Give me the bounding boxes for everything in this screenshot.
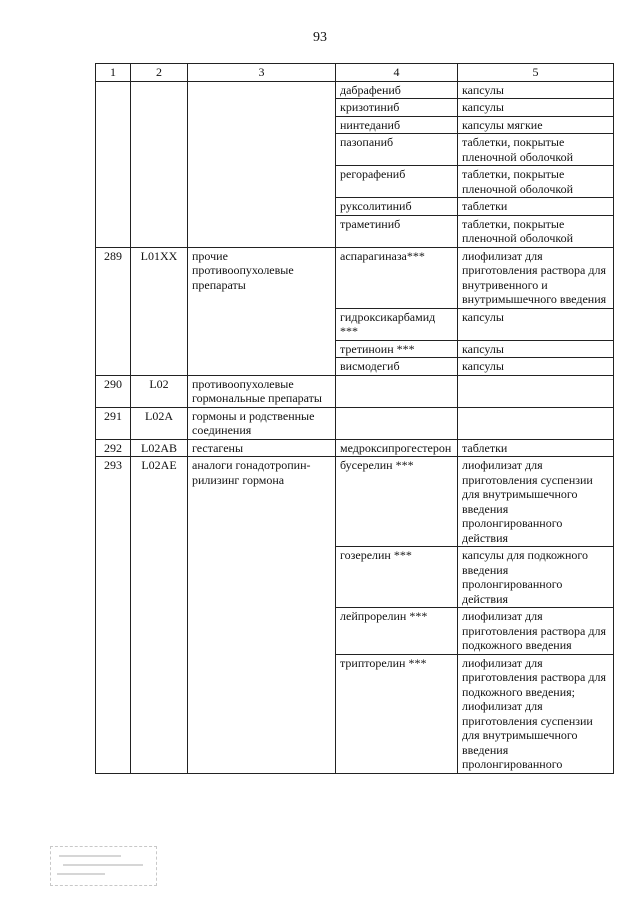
row-number-cell bbox=[96, 81, 131, 247]
atc-code-cell: L02AE bbox=[131, 457, 188, 774]
atc-code-cell: L02 bbox=[131, 375, 188, 407]
atc-code-cell bbox=[131, 81, 188, 247]
dosage-form-cell: капсулы bbox=[458, 99, 614, 117]
group-name-cell: противоопухолевые гормональные препараты bbox=[188, 375, 336, 407]
row-number-cell: 289 bbox=[96, 247, 131, 375]
drug-name-cell: нинтеданиб bbox=[336, 116, 458, 134]
column-header: 1 bbox=[96, 64, 131, 82]
table-row bbox=[96, 375, 614, 407]
column-header: 4 bbox=[336, 64, 458, 82]
drug-name-cell: регорафениб bbox=[336, 166, 458, 198]
group-name-cell bbox=[188, 81, 336, 247]
row-number-cell: 292 bbox=[96, 439, 131, 457]
dosage-form-cell: капсулы мягкие bbox=[458, 116, 614, 134]
dosage-form-cell bbox=[458, 407, 614, 439]
dosage-form-cell: таблетки, покрытые пленочной оболочкой bbox=[458, 134, 614, 166]
dosage-form-cell: капсулы bbox=[458, 308, 614, 340]
row-number-cell: 293 bbox=[96, 457, 131, 774]
row-number-cell: 291 bbox=[96, 407, 131, 439]
drug-name-cell: трипторелин *** bbox=[336, 654, 458, 773]
group-name-cell: прочие противоопухолевые препараты bbox=[188, 247, 336, 375]
table-row bbox=[96, 81, 614, 99]
table-row bbox=[96, 457, 614, 547]
dosage-form-cell: капсулы bbox=[458, 340, 614, 358]
dosage-form-cell: капсулы bbox=[458, 358, 614, 376]
drug-name-cell: аспарагиназа*** bbox=[336, 247, 458, 308]
drug-name-cell: гидроксикарбамид *** bbox=[336, 308, 458, 340]
drug-name-cell bbox=[336, 407, 458, 439]
drug-name-cell bbox=[336, 375, 458, 407]
drug-name-cell: третиноин *** bbox=[336, 340, 458, 358]
drug-name-cell: висмодегиб bbox=[336, 358, 458, 376]
group-name-cell: гормоны и родственные соединения bbox=[188, 407, 336, 439]
dosage-form-cell: лиофилизат для приготовления суспензии для внутримышечного введения пролонгированного действия bbox=[458, 457, 614, 547]
dosage-form-cell: таблетки, покрытые пленочной оболочкой bbox=[458, 215, 614, 247]
dosage-form-cell bbox=[458, 375, 614, 407]
drug-name-cell: кризотиниб bbox=[336, 99, 458, 117]
drug-name-cell: гозерелин *** bbox=[336, 547, 458, 608]
drug-name-cell: медроксипрогестерон bbox=[336, 439, 458, 457]
table-row bbox=[96, 247, 614, 308]
drug-name-cell: пазопаниб bbox=[336, 134, 458, 166]
dosage-form-cell: таблетки bbox=[458, 198, 614, 216]
dosage-form-cell: лиофилизат для приготовления раствора для подкожного введения; лиофилизат для приготовления суспензии для внутримышечного введения пролонгированного bbox=[458, 654, 614, 773]
atc-code-cell: L02A bbox=[131, 407, 188, 439]
faint-stamp bbox=[50, 846, 157, 886]
column-header: 3 bbox=[188, 64, 336, 82]
column-header: 2 bbox=[131, 64, 188, 82]
drug-name-cell: дабрафениб bbox=[336, 81, 458, 99]
drug-name-cell: руксолитиниб bbox=[336, 198, 458, 216]
column-header: 5 bbox=[458, 64, 614, 82]
group-name-cell: гестагены bbox=[188, 439, 336, 457]
dosage-form-cell: таблетки, покрытые пленочной оболочкой bbox=[458, 166, 614, 198]
dosage-form-cell: лиофилизат для приготовления раствора для подкожного введения bbox=[458, 608, 614, 655]
dosage-form-cell: лиофилизат для приготовления раствора для внутривенного и внутримышечного введения bbox=[458, 247, 614, 308]
dosage-form-cell: таблетки bbox=[458, 439, 614, 457]
atc-code-cell: L01XX bbox=[131, 247, 188, 375]
row-number-cell: 290 bbox=[96, 375, 131, 407]
table-header-row bbox=[96, 64, 614, 82]
dosage-form-cell: капсулы bbox=[458, 81, 614, 99]
atc-code-cell: L02AB bbox=[131, 439, 188, 457]
drug-name-cell: лейпрорелин *** bbox=[336, 608, 458, 655]
drug-list-table bbox=[95, 63, 614, 774]
page-number: 93 bbox=[313, 30, 327, 45]
drug-name-cell: траметиниб bbox=[336, 215, 458, 247]
dosage-form-cell: капсулы для подкожного введения пролонгированного действия bbox=[458, 547, 614, 608]
drug-name-cell: бусерелин *** bbox=[336, 457, 458, 547]
group-name-cell: аналоги гонадотропин-рилизинг гормона bbox=[188, 457, 336, 774]
table-row bbox=[96, 407, 614, 439]
table-row bbox=[96, 439, 614, 457]
